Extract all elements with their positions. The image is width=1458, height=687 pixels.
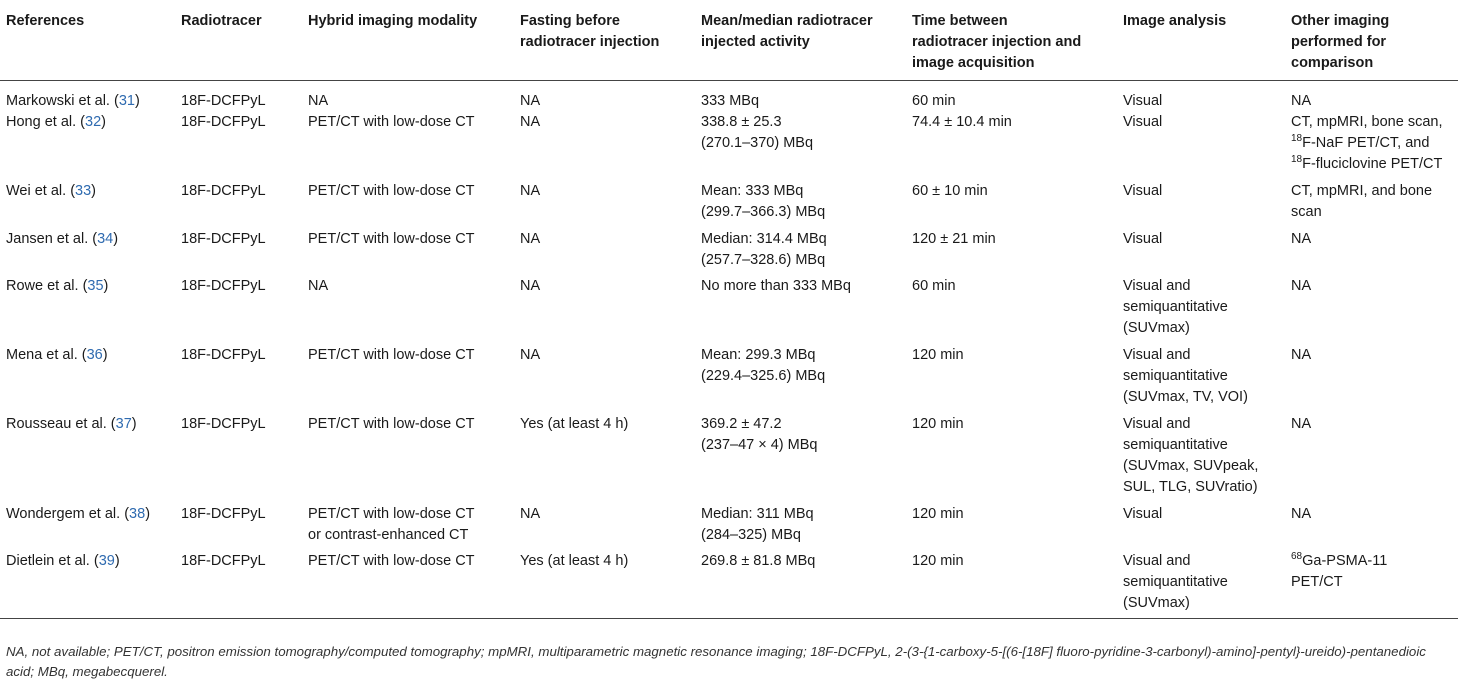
citation-link[interactable]: 39 — [98, 553, 115, 569]
cell-activity: 269.8 ± 81.8 MBq — [701, 553, 816, 569]
header-modality: Hybrid imaging modality — [308, 13, 478, 29]
header-row — [0, 0, 1458, 81]
cell-time: 74.4 ± 10.4 min — [912, 114, 1012, 130]
cell-analysis: Visual — [1123, 114, 1163, 130]
table-row — [0, 345, 1458, 414]
cell-radiotracer: 18F-DCFPyL — [181, 506, 266, 522]
cell-time: 120 min — [912, 506, 964, 522]
cell-reference: Hong et al. (32) — [6, 114, 106, 130]
cell-fasting: NA — [520, 93, 541, 109]
cell-time: 60 ± 10 min — [912, 183, 988, 199]
cell-fasting: NA — [520, 114, 541, 130]
cell-other-imaging: NA — [1291, 347, 1312, 363]
cell-time: 120 min — [912, 553, 964, 569]
cell-analysis: Visual and semiquantitative (SUVmax, TV, VOI) — [1123, 347, 1248, 405]
table-row — [0, 229, 1458, 276]
cell-fasting: NA — [520, 506, 541, 522]
table-row — [0, 276, 1458, 345]
cell-fasting: NA — [520, 347, 541, 363]
cell-reference: Rowe et al. (35) — [6, 278, 109, 294]
cell-radiotracer: 18F-DCFPyL — [181, 416, 266, 432]
table-row — [0, 81, 1458, 113]
cell-activity: Median: 311 MBq (284–325) MBq — [701, 506, 814, 543]
cell-other-imaging: $^{68}$Ga-PSMA-11 PET/CT — [1291, 551, 1388, 590]
header-references: References — [6, 13, 85, 29]
cell-radiotracer: 18F-DCFPyL — [181, 183, 266, 199]
cell-radiotracer: 18F-DCFPyL — [181, 231, 266, 247]
cell-other-imaging: NA — [1291, 278, 1312, 294]
header-analysis: Image analysis — [1123, 13, 1227, 29]
citation-link[interactable]: 37 — [115, 416, 132, 432]
cell-radiotracer: 18F-DCFPyL — [181, 278, 266, 294]
cell-modality: PET/CT with low-dose CT or contrast-enhanced CT — [308, 506, 475, 543]
cell-modality: PET/CT with low-dose CT — [308, 114, 475, 130]
citation-link[interactable]: 34 — [97, 231, 114, 247]
cell-other-imaging: NA — [1291, 93, 1312, 109]
cell-time: 120 min — [912, 347, 964, 363]
header-other-imaging: Other imaging performed for comparison — [1291, 13, 1390, 71]
cell-time: 60 min — [912, 93, 956, 109]
cell-fasting: NA — [520, 278, 541, 294]
cell-activity: 333 MBq — [701, 93, 760, 109]
cell-reference: Dietlein et al. (39) — [6, 553, 120, 569]
cell-reference: Markowski et al. (31) — [6, 93, 140, 109]
cell-reference: Jansen et al. (34) — [6, 231, 119, 247]
cell-fasting: NA — [520, 183, 541, 199]
cell-other-imaging: NA — [1291, 416, 1312, 432]
cell-reference: Mena et al. (36) — [6, 347, 108, 363]
table-row — [0, 504, 1458, 551]
cell-modality: PET/CT with low-dose CT — [308, 231, 475, 247]
cell-analysis: Visual — [1123, 231, 1163, 247]
cell-modality: PET/CT with low-dose CT — [308, 416, 475, 432]
cell-modality: PET/CT with low-dose CT — [308, 553, 475, 569]
cell-reference: Rousseau et al. (37) — [6, 416, 137, 432]
cell-fasting: Yes (at least 4 h) — [520, 416, 629, 432]
table-row — [0, 112, 1458, 181]
cell-modality: PET/CT with low-dose CT — [308, 347, 475, 363]
cell-radiotracer: 18F-DCFPyL — [181, 93, 266, 109]
table-footnote: NA, not available; PET/CT, positron emission tomography/computed tomography; mpMRI, multiparametric magnetic resonance imaging; 18F-DCFPyL, 2-(3-{1-carboxy-5-[(6-[18F] fluoro-pyridine-3-carbonyl)-amino]-pentyl}-ureido)-pentanedioic acid; MBq, megabecquerel. — [6, 644, 1426, 679]
cell-reference: Wei et al. (33) — [6, 183, 97, 199]
cell-time: 60 min — [912, 278, 956, 294]
cell-activity: 338.8 ± 25.3 (270.1–370) MBq — [701, 114, 814, 151]
cell-modality: NA — [308, 93, 329, 109]
cell-reference: Wondergem et al. (38) — [6, 506, 151, 522]
cell-other-imaging: NA — [1291, 506, 1312, 522]
cell-modality: PET/CT with low-dose CT — [308, 183, 475, 199]
cell-analysis: Visual — [1123, 93, 1163, 109]
cell-fasting: Yes (at least 4 h) — [520, 553, 629, 569]
cell-activity: Median: 314.4 MBq (257.7–328.6) MBq — [701, 231, 827, 268]
header-fasting: Fasting before radiotracer injection — [520, 13, 660, 50]
cell-activity: No more than 333 MBq — [701, 278, 851, 294]
cell-other-imaging: CT, mpMRI, and bone scan — [1291, 183, 1433, 220]
cell-activity: Mean: 333 MBq (299.7–366.3) MBq — [701, 183, 826, 220]
header-activity: Mean/median radiotracer injected activity — [701, 13, 873, 50]
citation-link[interactable]: 31 — [118, 93, 135, 109]
cell-time: 120 min — [912, 416, 964, 432]
cell-analysis: Visual — [1123, 506, 1163, 522]
cell-analysis: Visual — [1123, 183, 1163, 199]
cell-analysis: Visual and semiquantitative (SUVmax) — [1123, 278, 1228, 336]
cell-analysis: Visual and semiquantitative (SUVmax) — [1123, 553, 1228, 611]
cell-other-imaging: CT, mpMRI, bone scan, $^{18}$F-NaF PET/CT, and $^{18}$F-fluciclovine PET/CT — [1291, 114, 1443, 172]
cell-time: 120 ± 21 min — [912, 231, 996, 247]
header-time: Time between radiotracer injection and image acquisition — [912, 13, 1082, 71]
citation-link[interactable]: 35 — [87, 278, 104, 294]
cell-radiotracer: 18F-DCFPyL — [181, 114, 266, 130]
citation-link[interactable]: 32 — [85, 114, 102, 130]
cell-fasting: NA — [520, 231, 541, 247]
cell-analysis: Visual and semiquantitative (SUVmax, SUVpeak, SUL, TLG, SUVratio) — [1123, 416, 1259, 495]
header-radiotracer: Radiotracer — [181, 13, 262, 29]
table-row — [0, 181, 1458, 229]
table-row — [0, 414, 1458, 504]
citation-link[interactable]: 33 — [75, 183, 92, 199]
cell-other-imaging: NA — [1291, 231, 1312, 247]
cell-activity: 369.2 ± 47.2 (237–47 × 4) MBq — [701, 416, 818, 453]
cell-radiotracer: 18F-DCFPyL — [181, 553, 266, 569]
citation-link[interactable]: 38 — [129, 506, 146, 522]
citation-link[interactable]: 36 — [86, 347, 103, 363]
table-row — [0, 551, 1458, 619]
cell-activity: Mean: 299.3 MBq (229.4–325.6) MBq — [701, 347, 826, 384]
cell-modality: NA — [308, 278, 329, 294]
cell-radiotracer: 18F-DCFPyL — [181, 347, 266, 363]
